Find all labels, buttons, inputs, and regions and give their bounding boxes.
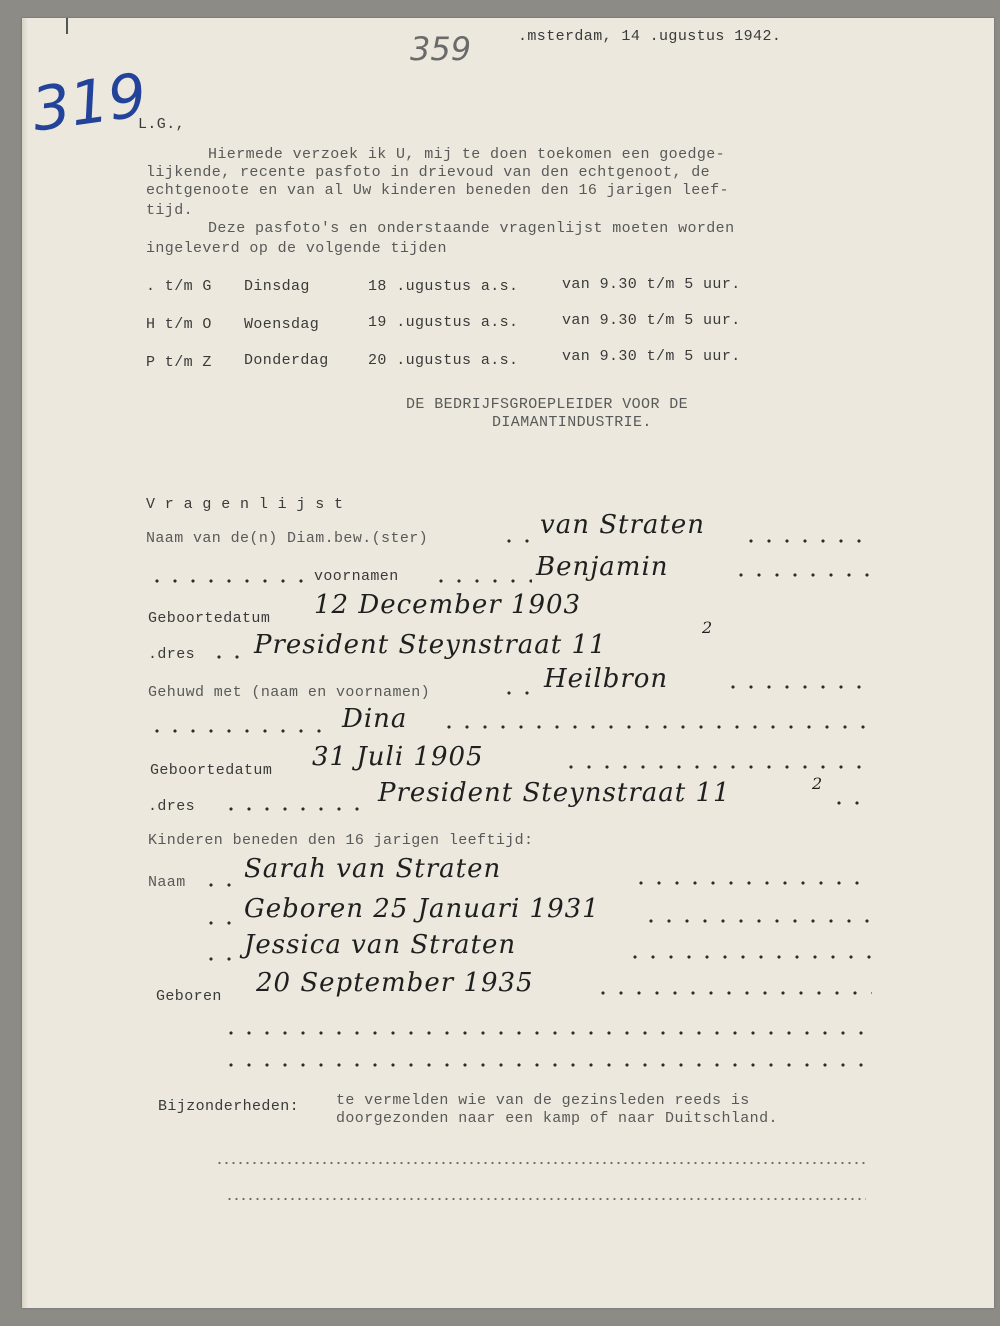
birthdate-value: 12 December 1903: [314, 590, 582, 620]
answer-line: [216, 1160, 866, 1166]
schedule-day: Woensdag: [244, 316, 320, 333]
particulars-line: te vermelden wie van de gezinsleden reeds is: [336, 1092, 750, 1109]
body-line: echtgenoote en van al Uw kinderen beneden den 16 jarigen leef-: [146, 182, 729, 199]
spouse-address-superscript: 2: [812, 774, 824, 793]
dot-leader: [148, 726, 328, 736]
schedule-range: P t/m Z: [146, 354, 212, 371]
child1-birth: Geboren 25 Januari 1931: [244, 894, 600, 924]
child2-born-label: Geboren: [156, 988, 222, 1005]
questionnaire-title: V r a g e n l i j s t: [146, 496, 344, 513]
name-value: van Straten: [540, 510, 705, 540]
page-edge: [22, 18, 28, 1308]
dot-leader: [830, 798, 872, 808]
signature-line: DIAMANTINDUSTRIE.: [492, 414, 652, 431]
child1-name: Sarah van Straten: [244, 854, 502, 884]
top-mark: [66, 18, 68, 34]
dot-leader: [632, 878, 872, 888]
schedule-time: van 9.30 t/m 5 uur.: [562, 348, 741, 365]
birthdate-label: Geboortedatum: [148, 610, 271, 627]
spouse-firstname-value: Dina: [342, 704, 408, 734]
body-line: lijkende, recente pasfoto in drievoud van den echtgenoot, de: [146, 164, 711, 181]
salutation: L.G.,: [138, 116, 186, 133]
dot-leader: [626, 952, 872, 962]
dot-leader: [202, 918, 238, 928]
dot-leader: [148, 576, 308, 586]
answer-line: [226, 1196, 866, 1202]
spouse-name-value: Heilbron: [544, 664, 669, 694]
dot-leader: [222, 804, 372, 814]
address-label: .dres: [148, 646, 196, 663]
dot-leader: [202, 880, 238, 890]
dot-leader: [500, 536, 540, 546]
address-superscript: 2: [702, 618, 714, 637]
spouse-birthdate-label: Geboortedatum: [150, 762, 273, 779]
signature-line: DE BEDRIJFSGROEPLEIDER VOOR DE: [406, 396, 689, 413]
place-date: .msterdam, 14 .ugustus 1942.: [518, 28, 782, 45]
schedule-range: H t/m O: [146, 316, 212, 333]
dot-leader: [432, 576, 532, 586]
child2-birth: 20 September 1935: [256, 968, 534, 998]
schedule-date: 20 .ugustus a.s.: [368, 352, 519, 369]
schedule-range: . t/m G: [146, 278, 212, 295]
child-name-label: Naam: [148, 874, 186, 891]
schedule-day: Dinsdag: [244, 278, 310, 295]
margin-number: 319: [27, 60, 151, 146]
particulars-line: doorgezonden naar een kamp of naar Duitschland.: [336, 1110, 778, 1127]
body-line: tijd.: [146, 202, 194, 219]
particulars-label: Bijzonderheden:: [158, 1098, 300, 1115]
document-page: [22, 18, 994, 1308]
spouse-address-value: President Steynstraat 11: [378, 778, 731, 808]
dot-leader: [440, 722, 872, 732]
body-line: Deze pasfoto's en onderstaande vragenlijst moeten worden: [208, 220, 735, 237]
dot-leader: [202, 954, 238, 964]
children-label: Kinderen beneden den 16 jarigen leeftijd:: [148, 832, 534, 849]
schedule-time: van 9.30 t/m 5 uur.: [562, 276, 741, 293]
name-label: Naam van de(n) Diam.bew.(ster): [146, 530, 429, 547]
archive-number: 359: [410, 30, 472, 68]
dot-leader: [642, 916, 872, 926]
schedule-day: Donderdag: [244, 352, 329, 369]
address-value: President Steynstraat 11: [254, 630, 607, 660]
dot-leader: [222, 1028, 872, 1038]
schedule-date: 19 .ugustus a.s.: [368, 314, 519, 331]
spouse-birthdate-value: 31 Juli 1905: [312, 742, 484, 772]
dot-leader: [500, 688, 540, 698]
firstnames-value: Benjamin: [536, 552, 669, 582]
schedule-date: 18 .ugustus a.s.: [368, 278, 519, 295]
dot-leader: [724, 682, 872, 692]
dot-leader: [222, 1060, 872, 1070]
dot-leader: [562, 762, 872, 772]
child2-name: Jessica van Straten: [244, 930, 517, 960]
dot-leader: [594, 988, 872, 998]
dot-leader: [742, 536, 872, 546]
dot-leader: [732, 570, 872, 580]
spouse-address-label: .dres: [148, 798, 196, 815]
body-line: ingeleverd op de volgende tijden: [146, 240, 447, 257]
body-line: Hiermede verzoek ik U, mij te doen toekomen een goedge-: [208, 146, 726, 163]
schedule-time: van 9.30 t/m 5 uur.: [562, 312, 741, 329]
married-label: Gehuwd met (naam en voornamen): [148, 684, 431, 701]
firstnames-label: voornamen: [314, 568, 399, 585]
dot-leader: [210, 652, 250, 662]
